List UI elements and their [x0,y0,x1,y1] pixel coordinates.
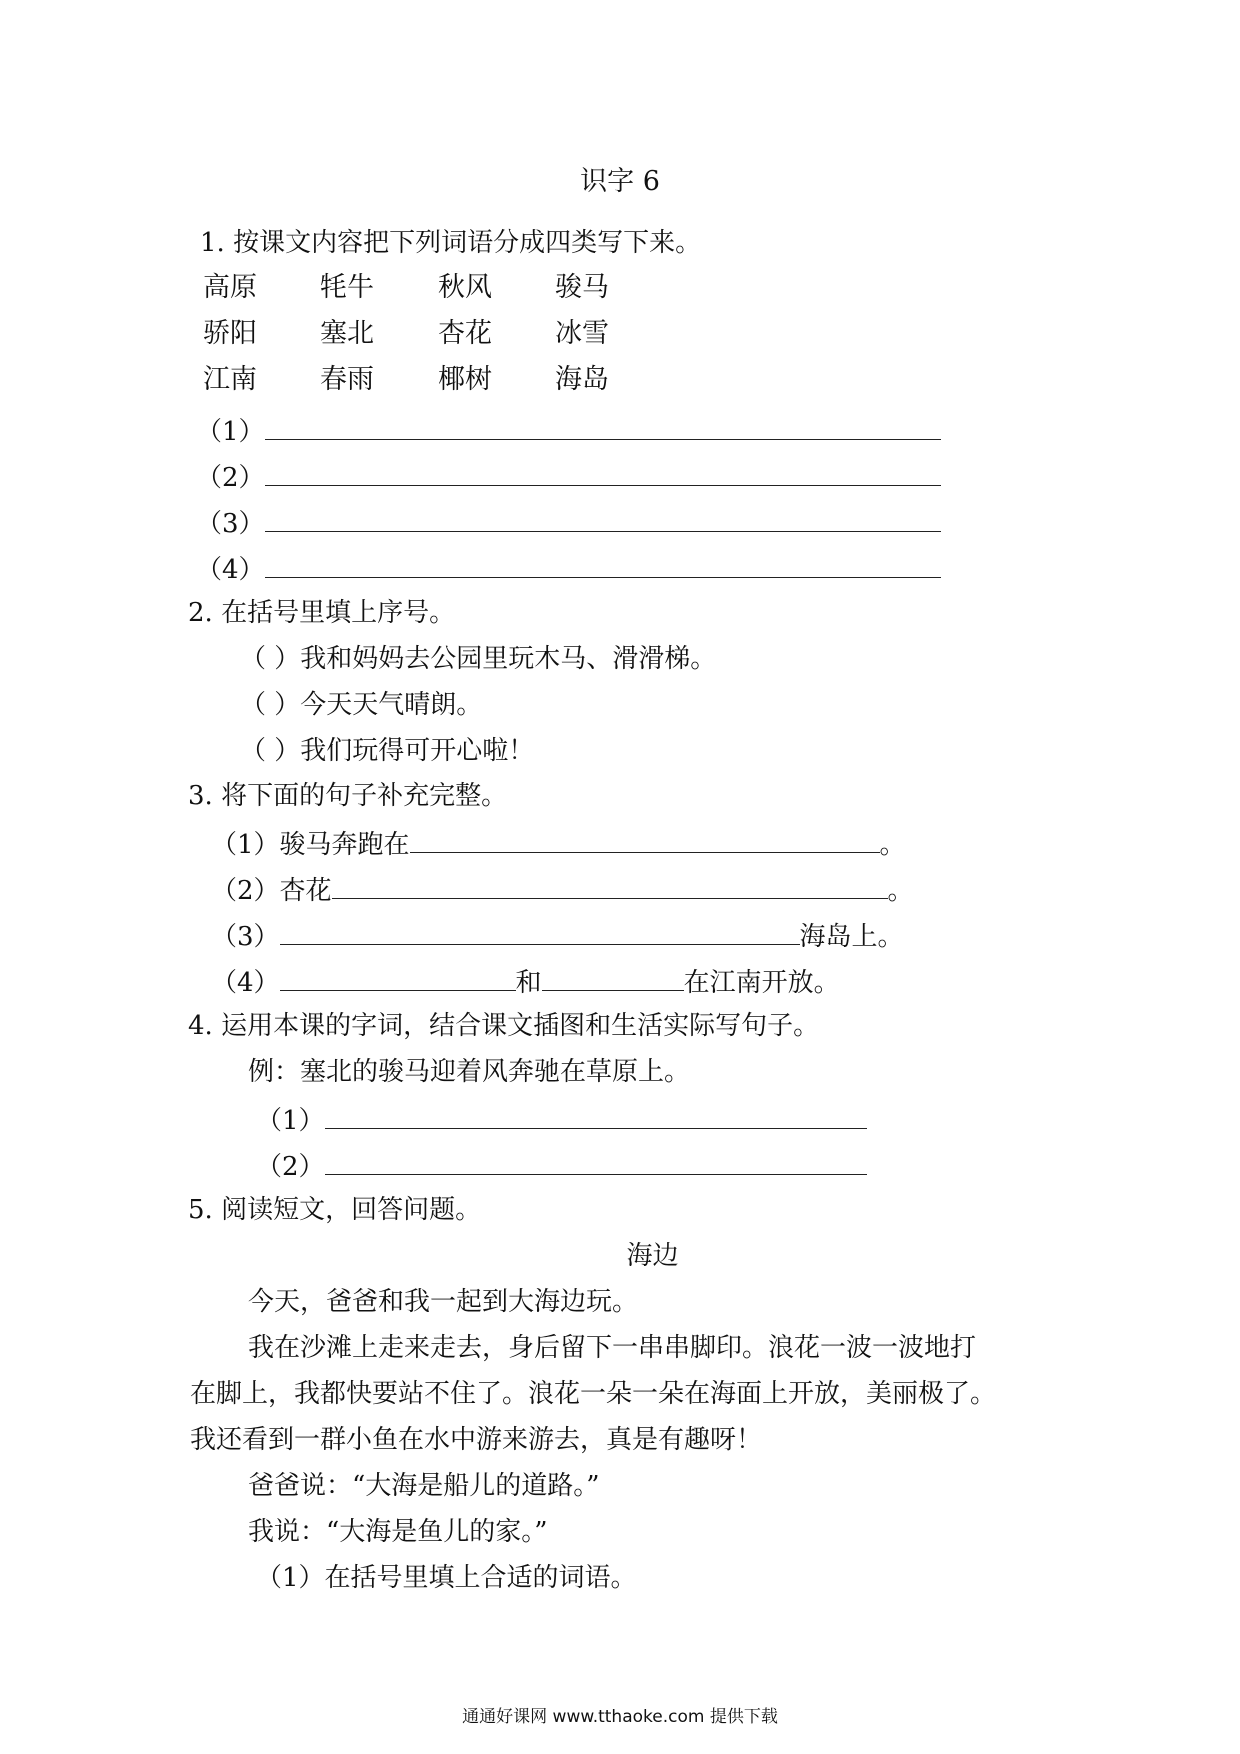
paren-blank[interactable]: （ ） [240,690,301,720]
q3-sentence [211,963,840,1000]
q1-word: 骄阳 [203,318,257,349]
answer-blank[interactable] [280,917,800,945]
story-title: 海边 [626,1241,679,1271]
story-paragraph: 我说：“大海是鱼儿的家。” [248,1517,548,1547]
paren-blank[interactable]: （ ） [240,736,301,766]
answer-blank[interactable] [542,963,684,991]
q2-item [240,688,482,722]
paren-blank[interactable]: （ ） [240,644,301,674]
q1-blank-label: （3） [196,509,265,539]
q3-sentence [211,917,904,954]
story-paragraph: 今天，爸爸和我一起到大海边玩。 [248,1287,639,1317]
q4-prompt: 4. 运用本课的字词，结合课文插图和生活实际写句子。 [188,1011,820,1041]
q3-end: 海岛上。 [799,922,904,952]
q5-prompt: 5. 阅读短文，回答问题。 [188,1195,482,1225]
q1-prompt: 1. 按课文内容把下列词语分成四类写下来。 [200,228,702,258]
answer-blank[interactable] [280,963,516,991]
q3-end: 。 [879,830,906,860]
q1-blank-label: （2） [196,463,265,493]
answer-blank[interactable] [325,1147,867,1175]
q3-label: （3） [211,922,280,952]
q4-blank-label: （1） [256,1106,325,1136]
q1-word: 秋风 [438,272,492,303]
q1-word: 杏花 [438,318,492,349]
q2-item-text: 我们玩得可开心啦！ [300,736,535,766]
q4-blank-line[interactable] [256,1147,867,1184]
q1-blank-line[interactable] [196,550,941,587]
q4-example: 例：塞北的骏马迎着风奔驰在草原上。 [248,1057,691,1087]
q3-mid: 和 [515,968,542,998]
q3-label: （4） [211,968,280,998]
footer-credit: 通通好课网 www.tthaoke.com 提供下载 [462,1707,778,1727]
q1-word: 高原 [203,272,257,303]
q1-blank-label: （4） [196,555,265,585]
story-paragraph: 我在沙滩上走来走去，身后留下一串串脚印。浪花一波一波地打 [248,1333,977,1363]
q1-word: 冰雪 [555,318,609,349]
q1-word: 塞北 [320,318,374,349]
answer-blank[interactable] [265,504,941,532]
answer-blank[interactable] [410,825,880,853]
answer-blank[interactable] [265,412,941,440]
story-paragraph: 爸爸说：“大海是船儿的道路。” [248,1471,600,1501]
q1-word: 江南 [203,364,257,395]
page-title: 识字 6 [580,166,660,197]
q3-sentence [211,871,914,908]
q2-item-text: 我和妈妈去公园里玩木马、滑滑梯。 [300,644,717,674]
story-paragraph: 在脚上，我都快要站不住了。浪花一朵一朵在海面上开放，美丽极了。 [190,1379,997,1409]
q1-blank-line[interactable] [196,504,941,541]
q1-word: 海岛 [555,364,609,395]
q3-prompt: 3. 将下面的句子补充完整。 [188,781,508,811]
q4-blank-label: （2） [256,1152,325,1182]
q4-blank-line[interactable] [256,1101,867,1138]
q2-prompt: 2. 在括号里填上序号。 [188,598,456,628]
answer-blank[interactable] [265,458,941,486]
q3-label: （1）骏马奔跑在 [211,830,410,860]
q1-blank-line[interactable] [196,458,941,495]
q1-word: 牦牛 [320,272,374,303]
q1-word: 春雨 [320,364,374,395]
q1-word: 椰树 [438,364,492,395]
q3-label: （2）杏花 [211,876,332,906]
q2-item-text: 今天天气晴朗。 [300,690,483,720]
q3-end: 在江南开放。 [683,968,840,998]
q2-item [240,734,534,768]
q3-sentence [211,825,906,862]
answer-blank[interactable] [332,871,888,899]
answer-blank[interactable] [325,1101,867,1129]
q3-end: 。 [887,876,914,906]
q5-sub1: （1）在括号里填上合适的词语。 [256,1563,637,1593]
q1-word: 骏马 [555,272,609,303]
answer-blank[interactable] [265,550,941,578]
q1-blank-label: （1） [196,417,265,447]
story-paragraph: 我还看到一群小鱼在水中游来游去，真是有趣呀！ [190,1425,763,1455]
q2-item [240,642,716,676]
q1-blank-line[interactable] [196,412,941,449]
